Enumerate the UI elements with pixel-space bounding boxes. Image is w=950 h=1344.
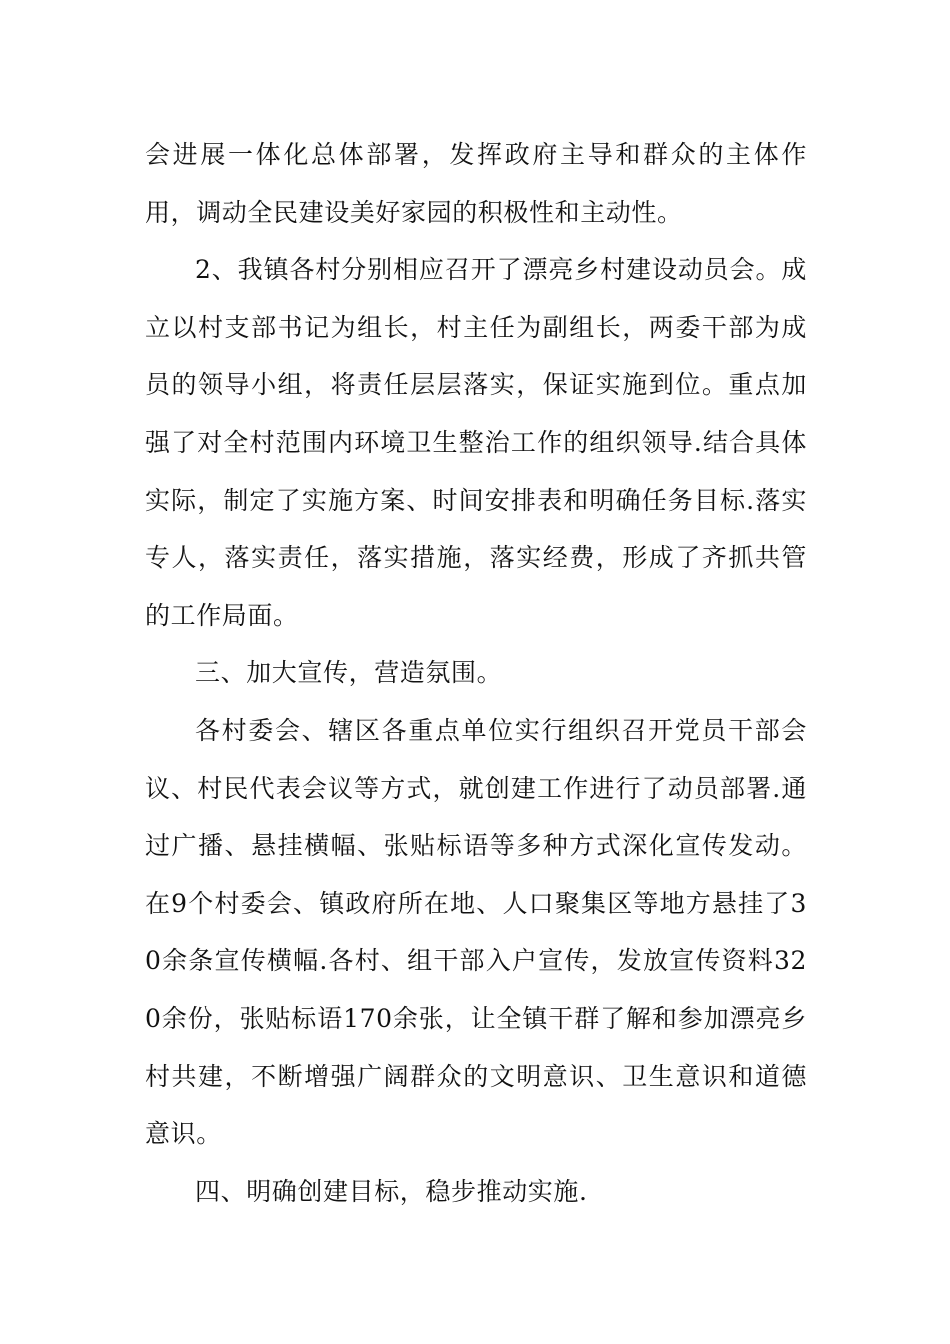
paragraph-continuation: 会进展一体化总体部署，发挥政府主导和群众的主体作用，调动全民建设美好家园的积极性和主动性。 [145, 140, 807, 227]
paragraph-publicity: 各村委会、辖区各重点单位实行组织召开党员干部会议、村民代表会议等方式，就创建工作进行了动员部署.通过广播、悬挂横幅、张贴标语等多种方式深化宣传发动。在9个村委会、镇政府所在地、人口聚集区等地方悬挂了30余条宣传横幅.各村、组干部入户宣传，发放宣传资料320余份，张贴标语170余张，让全镇干群了解和参加漂亮乡村共建，不断增强广阔群众的文明意识、卫生意识和道德意识。 [145, 715, 807, 1149]
section-heading-four: 四、明确创建目标，稳步推动实施. [195, 1176, 588, 1206]
section-heading-three: 三、加大宣传，营造氛围。 [195, 658, 503, 688]
paragraph-item-2: 2、我镇各村分别相应召开了漂亮乡村建设动员会。成立以村支部书记为组长，村主任为副组长，两委干部为成员的领导小组，将责任层层落实，保证实施到位。重点加强了对全村范围内环境卫生整治工作的组织领导.结合具体实际，制定了实施方案、时间安排表和明确任务目标.落实专人，落实责任，落实措施，落实经费，形成了齐抓共管的工作局面。 [145, 255, 807, 630]
document-body [145, 126, 807, 1220]
